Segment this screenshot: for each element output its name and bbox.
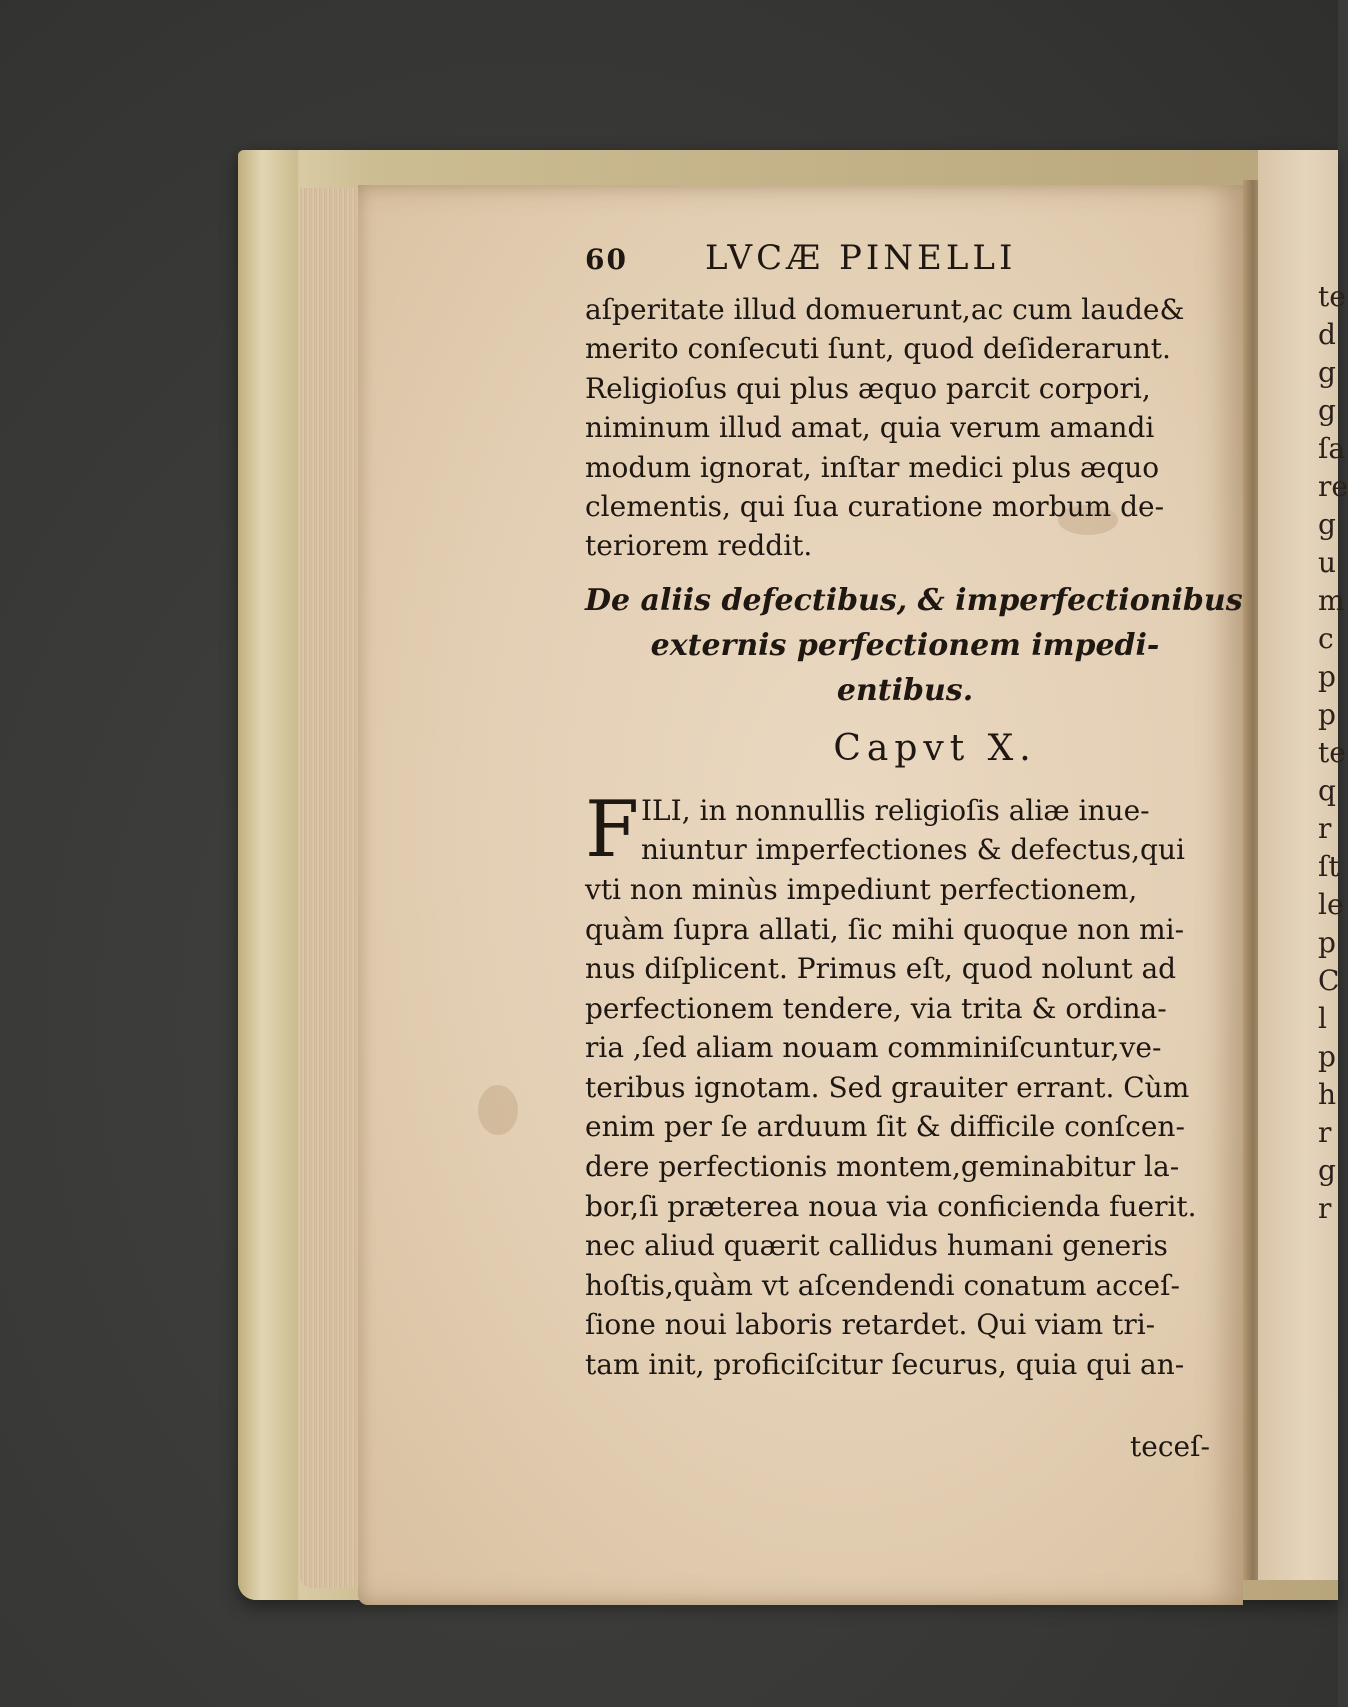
fragment-line: g	[1318, 508, 1336, 541]
text-line: vti non minùs impediunt perfectionem,	[585, 872, 1138, 906]
fragment-line: g	[1318, 394, 1336, 427]
running-head	[585, 238, 1225, 290]
fragment-line: r	[1318, 1116, 1332, 1149]
text-line: modum ignorat, inſtar medici plus æquo	[585, 450, 1160, 484]
facing-page-fragment	[1318, 278, 1348, 1228]
fragment-line: g	[1318, 356, 1336, 389]
page-number: 60	[585, 243, 628, 276]
text-line: aſperitate illud domuerunt,ac cum laude&	[585, 293, 1185, 326]
chapter-body	[585, 784, 1225, 1385]
fragment-line: ſa	[1318, 432, 1346, 465]
fragment-line: p	[1318, 1040, 1336, 1073]
fragment-line: p	[1318, 660, 1336, 693]
text-line: quàm ſupra allati, ſic mihi quoque non mi-	[585, 912, 1185, 946]
fragment-line: ſt	[1318, 850, 1340, 883]
text-line: ria ,ſed aliam nouam comminiſcuntur,ve-	[585, 1031, 1162, 1065]
text-line: Religioſus qui plus æquo parcit corpori,	[585, 371, 1151, 405]
page-text	[585, 238, 1243, 1385]
paper-stain	[478, 1085, 518, 1135]
text-line: dere perfectionis montem,geminabitur la-	[585, 1150, 1180, 1184]
text-line: niuntur imperfectiones & defectus,qui	[641, 833, 1185, 867]
text-line: nus diſplicent. Primus eſt, quod nolunt ad	[585, 952, 1177, 986]
text-line: ſione noui laboris retardet. Qui viam tri-	[585, 1308, 1156, 1342]
text-line: bor,ſi præterea noua via conficienda fuerit.	[585, 1189, 1197, 1223]
fragment-line: q	[1318, 774, 1336, 807]
text-line: teriorem reddit.	[585, 529, 813, 563]
heading-line: entibus.	[836, 672, 974, 708]
fragment-line: c	[1318, 622, 1334, 655]
fragment-line: p	[1318, 926, 1336, 959]
running-title: LVCÆ PINELLI	[705, 238, 1017, 278]
fragment-line: u	[1318, 546, 1337, 579]
fragment-line: r	[1318, 1192, 1332, 1225]
fragment-line: te	[1318, 280, 1346, 313]
opening-paragraph	[585, 290, 1225, 566]
fragment-line: p	[1318, 698, 1336, 731]
text-line: merito conſecuti ſunt, quod deſiderarunt.	[585, 332, 1171, 366]
fragment-line: l	[1318, 1002, 1327, 1035]
drop-cap: F	[585, 784, 640, 875]
text-line: nec aliud quærit callidus humani generis	[585, 1229, 1168, 1263]
fragment-line: h	[1318, 1078, 1337, 1111]
text-line: clementis, qui ſua curatione morbum de-	[585, 489, 1165, 523]
text-line: ILI, in nonnullis religioſis aliæ inue-	[641, 793, 1150, 827]
text-line: tam init, proficiſcitur ſecurus, quia qui an-	[585, 1348, 1185, 1382]
fragment-line: re	[1318, 470, 1348, 503]
text-line: perfectionem tendere, via trita & ordina-	[585, 991, 1167, 1025]
fragment-line: d	[1318, 318, 1336, 351]
text-line: enim per ſe arduum ſit & difficile conſcen-	[585, 1110, 1185, 1144]
text-line: teribus ignotam. Sed grauiter errant. Cùm	[585, 1070, 1190, 1104]
text-line: niminum illud amat, quia verum amandi	[585, 411, 1155, 445]
fragment-line: g	[1318, 1154, 1336, 1187]
fragment-line: m	[1318, 584, 1345, 617]
fragment-line: te	[1318, 736, 1346, 769]
fragment-line: r	[1318, 812, 1332, 845]
text-line: hoſtis,quàm vt aſcendendi conatum acceſ-	[585, 1268, 1180, 1302]
fragment-line: le	[1318, 888, 1344, 921]
cover-flap	[238, 150, 298, 1600]
heading-line: externis perfectionem impedi-	[650, 627, 1160, 663]
chapter-title: Capvt X.	[833, 727, 1037, 769]
catchword: teceſ-	[1130, 1430, 1210, 1463]
fragment-line: C	[1318, 964, 1340, 997]
heading-line: De aliis defectibus, & imperfectionibus	[585, 582, 1243, 618]
section-heading	[585, 578, 1243, 713]
